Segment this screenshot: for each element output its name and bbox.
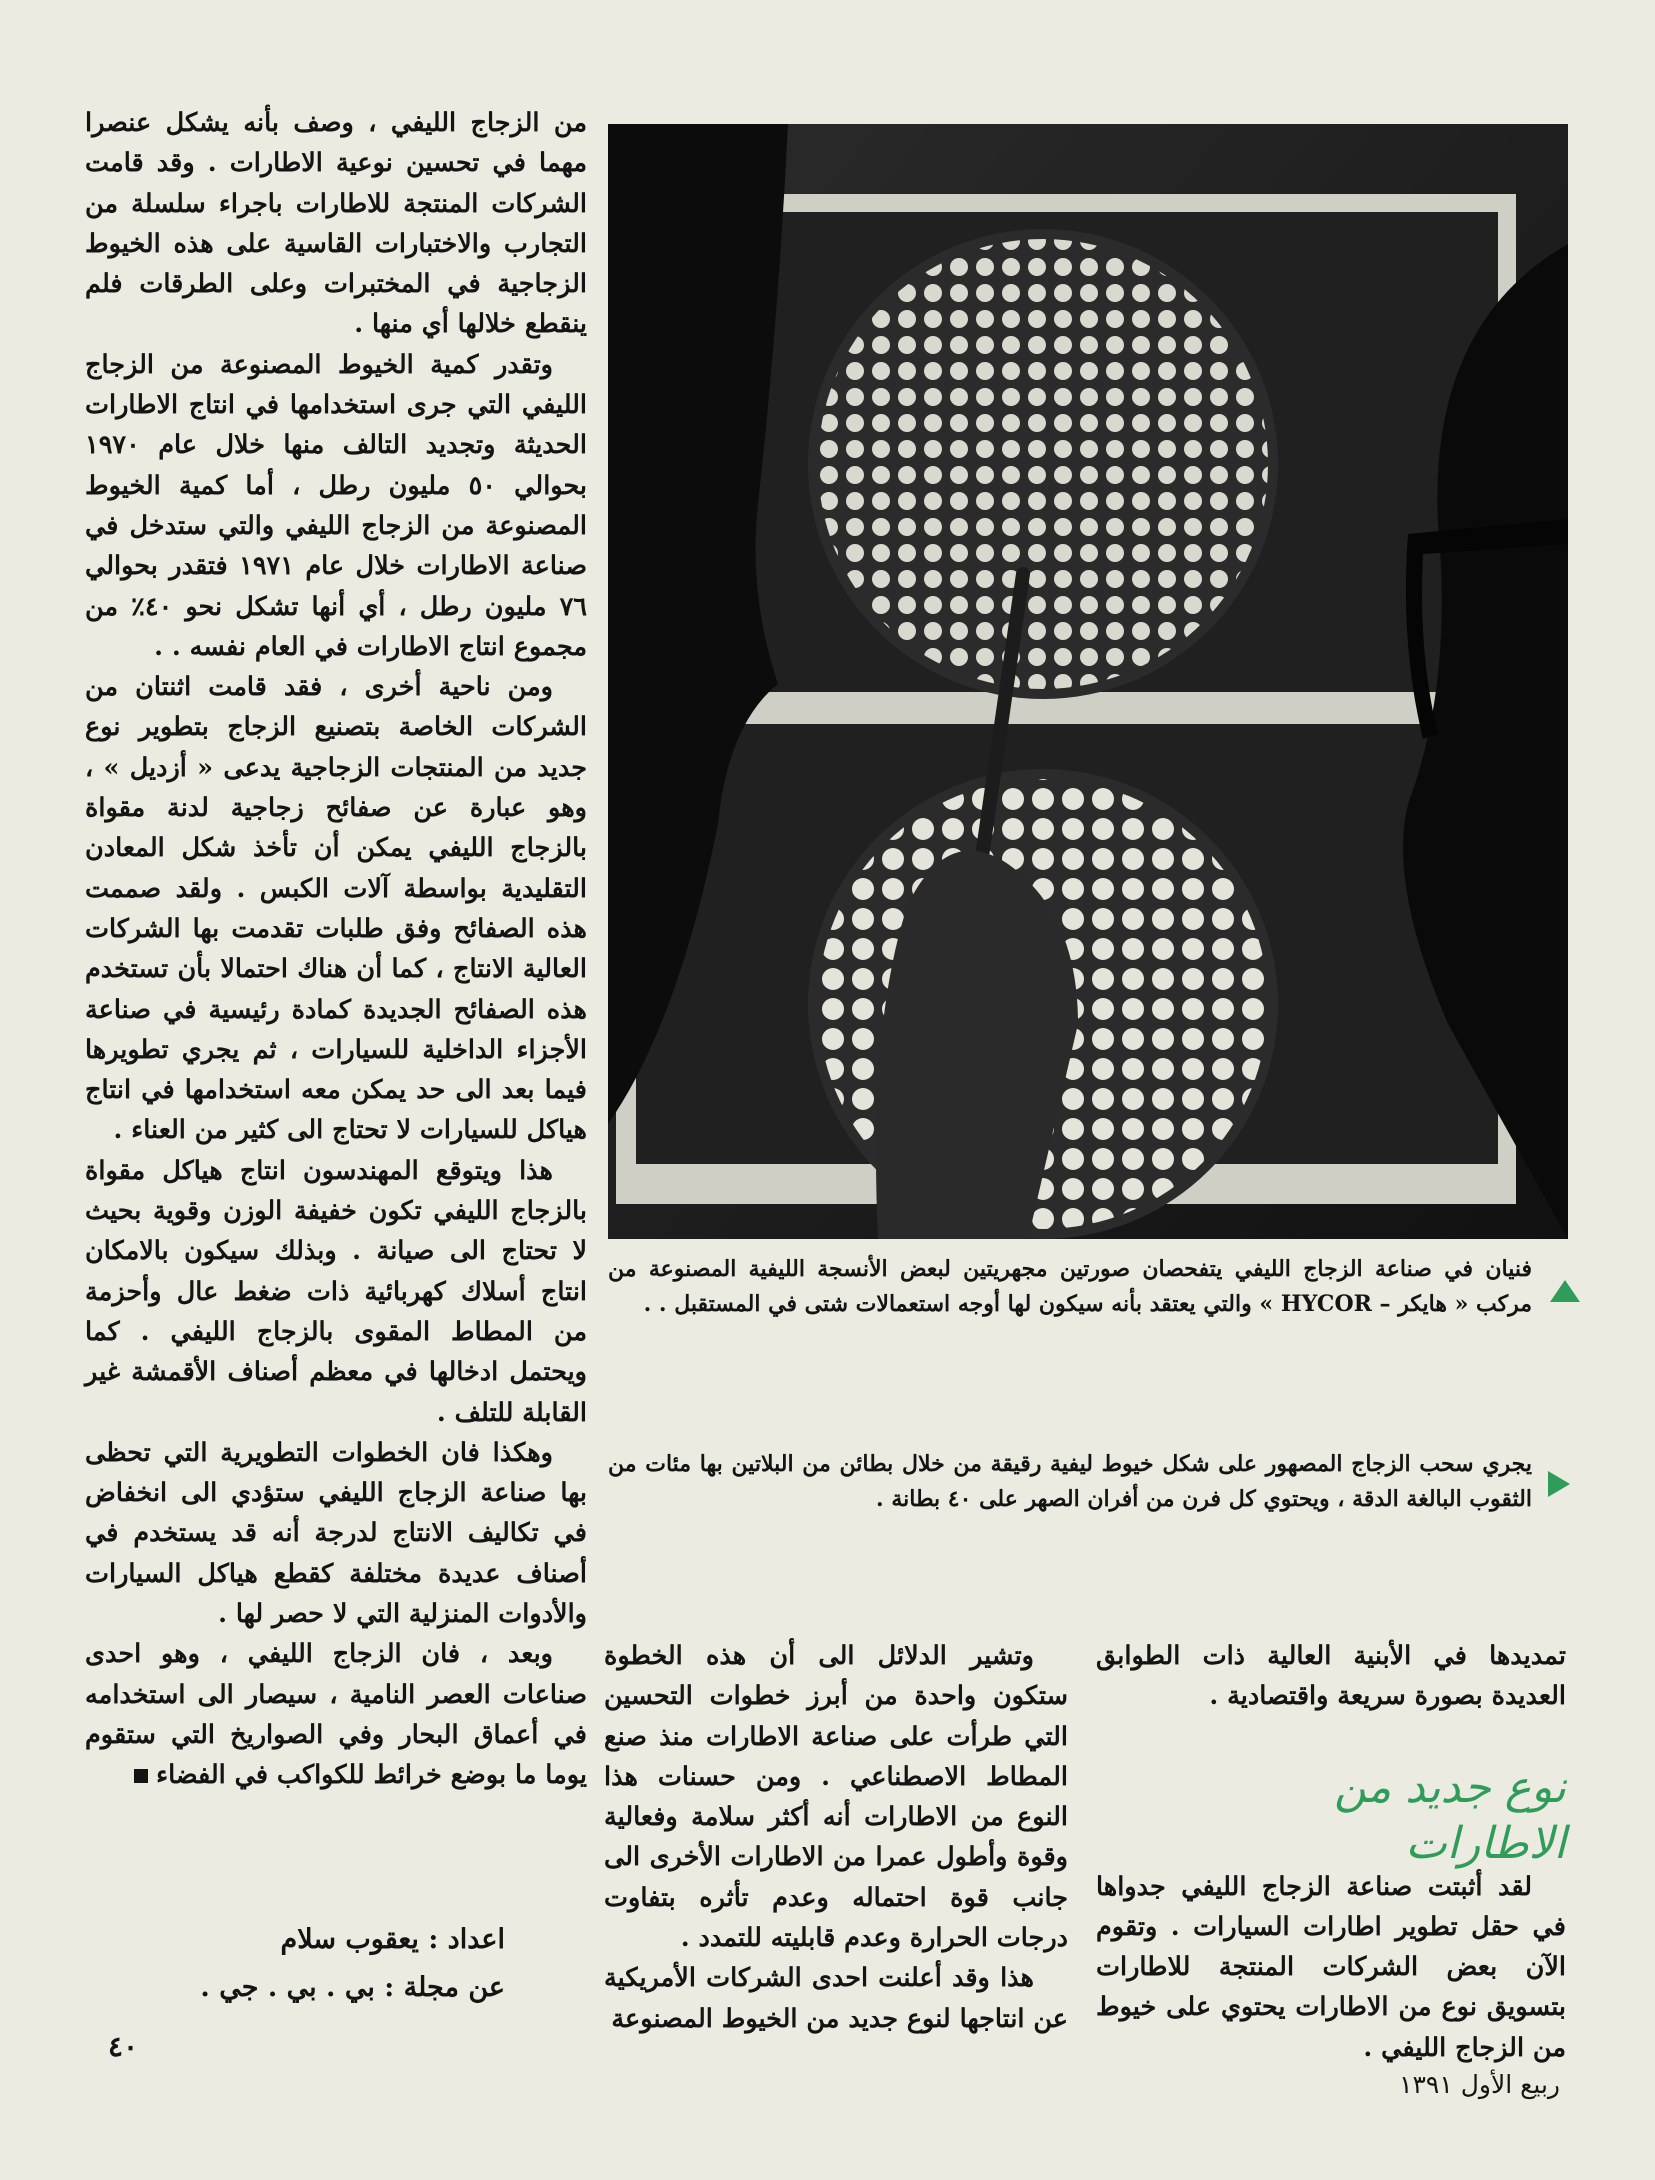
paragraph: هذا ويتوقع المهندسون انتاج هياكل مقواة بالزجاج الليفي تكون خفيفة الوزن وقوية بحيث لا تحتاج الى صيانة . وبذلك سيكون بالامكان انتاج أسلاك كهربائية ذات ضغط عال وأحزمة من المطاط المقوى بالزجاج الليفي . كما ويحتمل ادخالها في معظم أصناف الأقمشة غير القابلة للتلف . [85, 1155, 587, 1428]
section-subheading: نوع جديد من الاطارات [1334, 1762, 1566, 1869]
credit-author: اعداد : يعقوب سلام [280, 1924, 505, 1955]
paragraph: ومن ناحية أخرى ، فقد قامت اثنتان من الشركات الخاصة بتصنيع الزجاج بتطوير نوع جديد من المنتجات الزجاجية يدعى « أزديل » ، وهو عبارة عن صفائح زجاجية لدنة مقواة بالزجاج الليفي يمكن أن تأخذ شكل المعادن التقليدية بواسطة آلات الكبس . ولقد صممت هذه الصفائح وفق طلبات تقدمت بها الشركات العالية الانتاج ، كما أن هناك احتمالا بأن تستخدم هذه الصفائح الجديدة كمادة رئيسية في صناعة الأجزاء الداخلية للسيارات ، ثم يجري تطويرها فيما بعد الى حد يمكن معه استخدامها في انتاج هياكل للسيارات لا تحتاج الى كثير من العناء . [85, 672, 587, 1146]
paragraph-final [85, 1634, 587, 1795]
paragraph-text: وبعد ، فان الزجاج الليفي ، وهو احدى صناعات العصر النامية ، سيصار الى استخدامه في أعماق البحار وفي الصواريخ التي ستقوم يوما ما بوضع خرائط للكواكب في الفضاء [85, 1639, 587, 1791]
credit-source: عن مجلة : بي . بي . جي . [200, 1972, 505, 2003]
middle-column [604, 1636, 1068, 2039]
side-caption: يجري سحب الزجاج المصهور على شكل خيوط ليفية رقيقة من خلال بطائن من البلاتين بها مئات من الثقوب البالغة الدقة ، ويحتوي كل فرن من أفران الصهر على ٤٠ بطانة . [608, 1451, 1532, 1512]
caption-marker-icon [1550, 1280, 1580, 1302]
paragraph: هذا وقد أعلنت احدى الشركات الأمريكية عن انتاجها لنوع جديد من الخيوط المصنوعة [604, 1963, 1068, 2034]
paragraph: وتشير الدلائل الى أن هذه الخطوة ستكون واحدة من أبرز خطوات التحسين التي طرأت على صناعة الاطارات منذ صنع المطاط الاصطناعي . ومن حسنات هذا النوع من الاطارات أنه أكثر سلامة وفعالية وقوة وأطول عمرا من الاطارات الأخرى الى جانب قوة احتماله وعدم تأثره بتفاوت درجات الحرارة وعدم قابليته للتمدد . [604, 1641, 1068, 1954]
paragraph: لقد أثبتت صناعة الزجاج الليفي جدواها في حقل تطوير اطارات السيارات . وتقوم الآن بعض الشركات المنتجة للاطارات بتسويق نوع من الاطارات يحتوي على خيوط من الزجاج الليفي . [1096, 1871, 1566, 2063]
paragraph: تمديدها في الأبنية العالية ذات الطوابق العديدة بصورة سريعة واقتصادية . [1096, 1641, 1566, 1712]
photo-caption: فنيان في صناعة الزجاج الليفي يتفحصان صورتين مجهريتين لبعض الأنسجة الليفية المصنوعة من مركب « هايكر – HYCOR » والتي يعتقد بأنه سيكون لها أوجه استعمالات شتى في المستقبل . . [608, 1256, 1532, 1317]
caption-marker-icon [1548, 1471, 1570, 1497]
photo-illustration [608, 124, 1568, 1239]
paragraph: وهكذا فان الخطوات التطويرية التي تحظى بها صناعة الزجاج الليفي ستؤدي الى انخفاض في تكاليف الانتاج لدرجة أنه قد يستخدم في أصناف عديدة مختلفة كقطع هياكل السيارات والأدوات المنزلية التي لا حصر لها . [85, 1437, 587, 1629]
end-mark-icon [134, 1769, 148, 1783]
issue-date: ربيع الأول ١٣٩١ [1399, 2070, 1560, 2099]
article-credits [95, 1916, 505, 2012]
page-number: ٤٠ [108, 2030, 139, 2063]
paragraph: من الزجاج الليفي ، وصف بأنه يشكل عنصرا مهما في تحسين نوعية الاطارات . وقد قامت الشركات المنتجة للاطارات باجراء سلسلة من التجارب والاختبارات القاسية على هذه الخيوط الزجاجية في المختبرات وعلى الطرقات فلم ينقطع خلالها أي منها . [85, 108, 587, 340]
article-photo [608, 124, 1568, 1239]
left-column [85, 103, 587, 1795]
paragraph: وتقدر كمية الخيوط المصنوعة من الزجاج الليفي التي جرى استخدامها في انتاج الاطارات الحديثة وتجديد التالف منها خلال عام ١٩٧٠ بحوالي ٥٠ مليون رطل ، أما كمية الخيوط المصنوعة من الزجاج الليفي والتي ستدخل في صناعة الاطارات خلال عام ١٩٧١ فتقدر بحوالي ٧٦ مليون رطل ، أي أنها تشكل نحو ٤٠٪ من مجموع انتاج الاطارات في العام نفسه . . [85, 349, 588, 662]
